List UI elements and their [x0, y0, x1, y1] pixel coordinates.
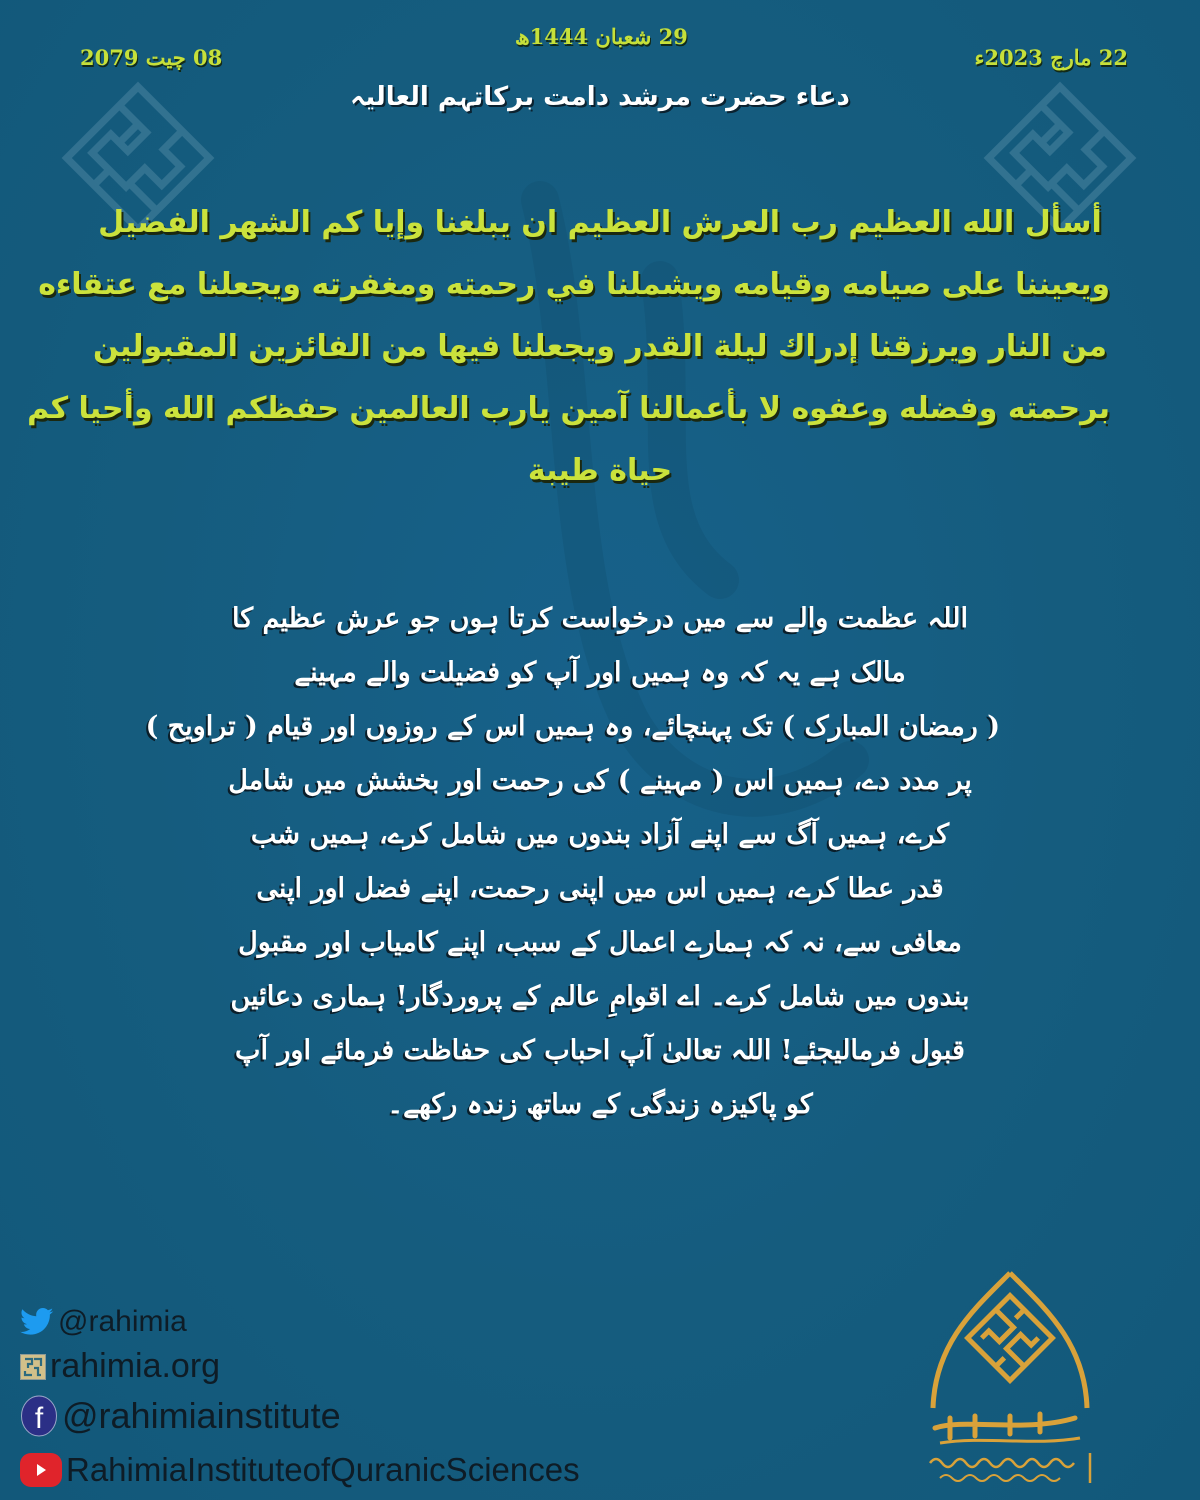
twitter-bird-icon — [20, 1308, 54, 1336]
hijri-date: 29 شعبان 1444ھ — [515, 24, 688, 49]
arabic-dua — [27, 192, 1110, 502]
arabic-dua-line: برحمته وفضله وعفوه لا بأعمالنا آمين يارب العالمين حفظكم الله وأحيا كم — [27, 391, 1110, 426]
facebook-link[interactable] — [20, 1395, 341, 1437]
youtube-channel: RahimiaInstituteofQuranicSciences — [66, 1451, 580, 1488]
urdu-translation-line: قبول فرمالیجئے! اللہ تعالیٰ آپ احباب کی حفاظت فرمائے اور آپ — [235, 1035, 965, 1066]
page-title: دعاء حضرت مرشد دامت برکاتہم العالیہ — [350, 82, 850, 112]
website-link[interactable] — [20, 1347, 220, 1386]
arabic-dua-line: حياة طيبة — [527, 453, 673, 488]
urdu-translation-line: بندوں میں شامل کرے۔ اے اقوامِ عالم کے پروردگار! ہماری دعائیں — [230, 981, 970, 1012]
arabic-dua-line: أسأل الله العظيم رب العرش العظيم ان يبلغنا وإيا كم الشهر الفضيل — [98, 205, 1102, 240]
kufic-square-icon — [20, 1354, 46, 1380]
svg-text:f: f — [34, 1402, 44, 1435]
arabic-dua-line: من النار ويرزقنا إدراك ليلة القدر ويجعلنا فيها من الفائزين المقبولين — [93, 329, 1107, 364]
urdu-translation-line: کرے، ہمیں آگ سے اپنے آزاد بندوں میں شامل کرے، ہمیں شب — [250, 819, 950, 850]
facebook-icon — [20, 1395, 58, 1437]
youtube-link[interactable] — [20, 1451, 580, 1489]
rahimia-institute-logo — [915, 1268, 1105, 1493]
urdu-translation-line: کو پاکیزہ زندگی کے ساتھ زندہ رکھے۔ — [387, 1089, 813, 1120]
urdu-translation-line: اللہ عظمت والے سے میں درخواست کرتا ہوں جو عرش عظیم کا — [232, 603, 968, 634]
bikrami-date: 08 چیت 2079 — [80, 45, 223, 70]
urdu-translation-line: قدر عطا کرے، ہمیں اس میں اپنی رحمت، اپنے فضل اور اپنی — [256, 873, 944, 904]
urdu-translation-line: معافی سے، نہ کہ ہمارے اعمال کے سبب، اپنے کامیاب اور مقبول — [238, 927, 962, 958]
twitter-link[interactable] — [20, 1305, 187, 1339]
urdu-translation — [145, 592, 1000, 1132]
urdu-translation-line: پر مدد دے، ہمیں اس ( مہینے ) کی رحمت اور بخشش میں شامل — [228, 765, 972, 796]
facebook-handle: @rahimiainstitute — [62, 1395, 341, 1436]
arabic-dua-line: ويعيننا على صيامه وقيامه ويشملنا في رحمته ومغفرته ويجعلنا مع عتقاءه — [38, 267, 1110, 302]
twitter-handle: @rahimia — [58, 1305, 187, 1338]
youtube-play-icon — [20, 1453, 62, 1487]
urdu-translation-line: مالک ہے یہ کہ وہ ہمیں اور آپ کو فضیلت والے مہینے — [294, 657, 906, 688]
website-url: rahimia.org — [50, 1347, 221, 1385]
urdu-translation-line: ( رمضان المبارک ) تک پہنچائے، وہ ہمیں اس کے روزوں اور قیام ( تراویح ) — [145, 711, 1000, 742]
gregorian-date: 22 مارچ 2023ء — [974, 45, 1128, 70]
